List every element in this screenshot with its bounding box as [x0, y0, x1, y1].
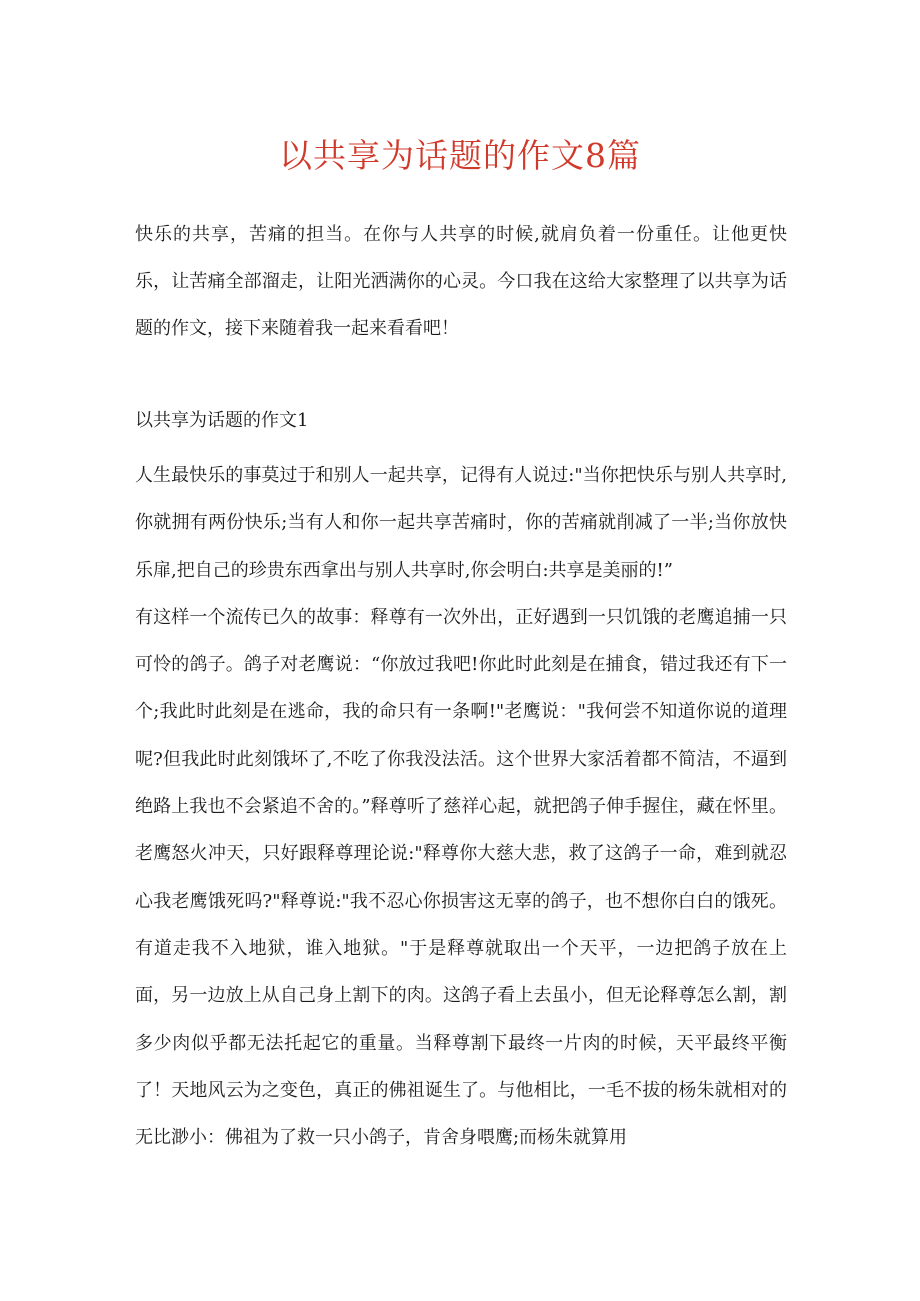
- section-heading: 以共享为话题的作文1: [135, 410, 309, 431]
- document-title: 以共享为话题的作文8篇: [279, 136, 641, 175]
- essay-body: [135, 452, 787, 1161]
- body-paragraph-1: 人生最快乐的事莫过于和别人一起共享，记得有人说过:"当你把快乐与别人共享时,你就拥有两份快乐;当有人和你一起共享苦痛时，你的苦痛就削减了一半;当你放快乐扉,把自己的珍贵东西拿出与别人共享时,你会明白:共享是美丽的!”: [135, 465, 787, 581]
- intro-paragraph: 快乐的共享，苦痛的担当。在你与人共享的时候,就肩负着一份重任。让他更快乐，让苦痛全部溜走，让阳光洒满你的心灵。今口我在这给大家整理了以共享为话题的作文，接下来随着我一起来看看吧！: [135, 224, 787, 339]
- body-paragraph-2: 有这样一个流传已久的故事：释尊有一次外出，正好遇到一只饥饿的老鹰追捕一只可怜的鸽子。鸽子对老鹰说：“你放过我吧!你此时此刻是在捕食，错过我还有下一个;我此时此刻是在逃命，我的命只有一条啊!"老鹰说："我何尝不知道你说的道理呢?但我此时此刻饿坏了,不吃了你我没法活。这个世界大家活着都不简洁，不逼到绝路上我也不会紧追不舍的。”释尊听了慈祥心起，就把鸽子伸手握住，藏在怀里。老鹰怒火冲天，只好跟释尊理论说:"释尊你大慈大悲，救了这鸽子一命，难到就忍心我老鹰饿死吗?"释尊说:"我不忍心你损害这无辜的鸽子，也不想你白白的饿死。有道走我不入地狱，谁入地狱。"于是释尊就取出一个天平，一边把鸽子放在上面，另一边放上从自己身上割下的肉。这鸽子看上去虽小，但无论释尊怎么割，割多少肉似乎都无法托起它的重量。当释尊割下最终一片肉的时候，天平最终平衡了！天地风云为之变色，真正的佛祖诞生了。与他相比，一毛不拔的杨朱就相对的无比渺小：佛祖为了救一只小鸽子，肯舍身喂鹰;而杨朱就算用: [135, 606, 787, 1149]
